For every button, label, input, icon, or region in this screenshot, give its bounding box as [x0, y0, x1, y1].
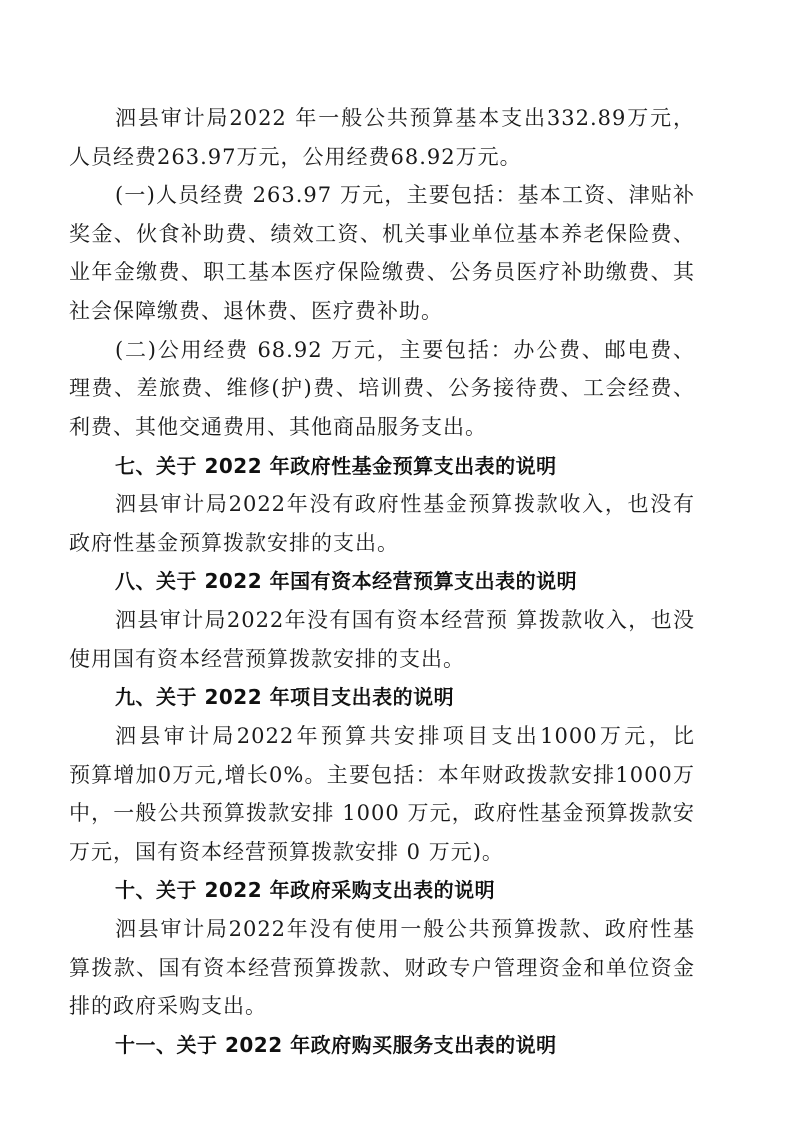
paragraph-line: 泗县审计局2022年预算共安排项目支出1000万元，比 [115, 724, 695, 748]
section-heading: 八、关于 2022 年国有资本经营预算支出表的说明 [115, 569, 578, 593]
section-heading: 十、关于 2022 年政府采购支出表的说明 [115, 878, 496, 902]
paragraph-line: 排的政府采购支出。 [69, 994, 267, 1018]
paragraph-line: (二)公用经费 68.92 万元，主要包括：办公费、邮电费、 [115, 338, 695, 362]
paragraph-line: 中，一般公共预算拨款安排 1000 万元，政府性基金预算拨款安 [69, 801, 695, 825]
section-heading: 七、关于 2022 年政府性基金预算支出表的说明 [115, 454, 557, 478]
section-heading: 十一、关于 2022 年政府购买服务支出表的说明 [115, 1033, 557, 1057]
paragraph-line: 预算增加0万元,增长0%。主要包括：本年财政拨款安排1000万 [69, 763, 695, 787]
paragraph-line: 奖金、伙食补助费、绩效工资、机关事业单位基本养老保险费、 [69, 222, 695, 246]
paragraph-line: 业年金缴费、职工基本医疗保险缴费、公务员医疗补助缴费、其 [69, 260, 695, 284]
paragraph-line: 万元，国有资本经营预算拨款安排 0 万元)。 [69, 840, 504, 864]
section-heading: 九、关于 2022 年项目支出表的说明 [115, 685, 455, 709]
paragraph-line: 理费、差旅费、维修(护)费、培训费、公务接待费、工会经费、 [69, 376, 695, 400]
paragraph-line: 泗县审计局2022年没有国有资本经营预 算拨款收入，也没 [115, 608, 695, 632]
paragraph-line: 人员经费263.97万元，公用经费68.92万元。 [69, 145, 522, 169]
paragraph-line: 泗县审计局2022 年一般公共预算基本支出332.89万元， [115, 106, 695, 130]
paragraph-line: 社会保障缴费、退休费、医疗费补助。 [69, 299, 443, 323]
paragraph-line: 使用国有资本经营预算拨款安排的支出。 [69, 647, 465, 671]
paragraph-line: (一)人员经费 263.97 万元，主要包括：基本工资、津贴补 [115, 183, 695, 207]
paragraph-line: 算拨款、国有资本经营预算拨款、财政专户管理资金和单位资金 [69, 956, 695, 980]
paragraph-line: 泗县审计局2022年没有政府性基金预算拨款收入，也没有 [115, 492, 695, 516]
paragraph-line: 泗县审计局2022年没有使用一般公共预算拨款、政府性基 [115, 917, 695, 941]
paragraph-line: 利费、其他交通费用、其他商品服务支出。 [69, 415, 487, 439]
paragraph-line: 政府性基金预算拨款安排的支出。 [69, 531, 399, 555]
